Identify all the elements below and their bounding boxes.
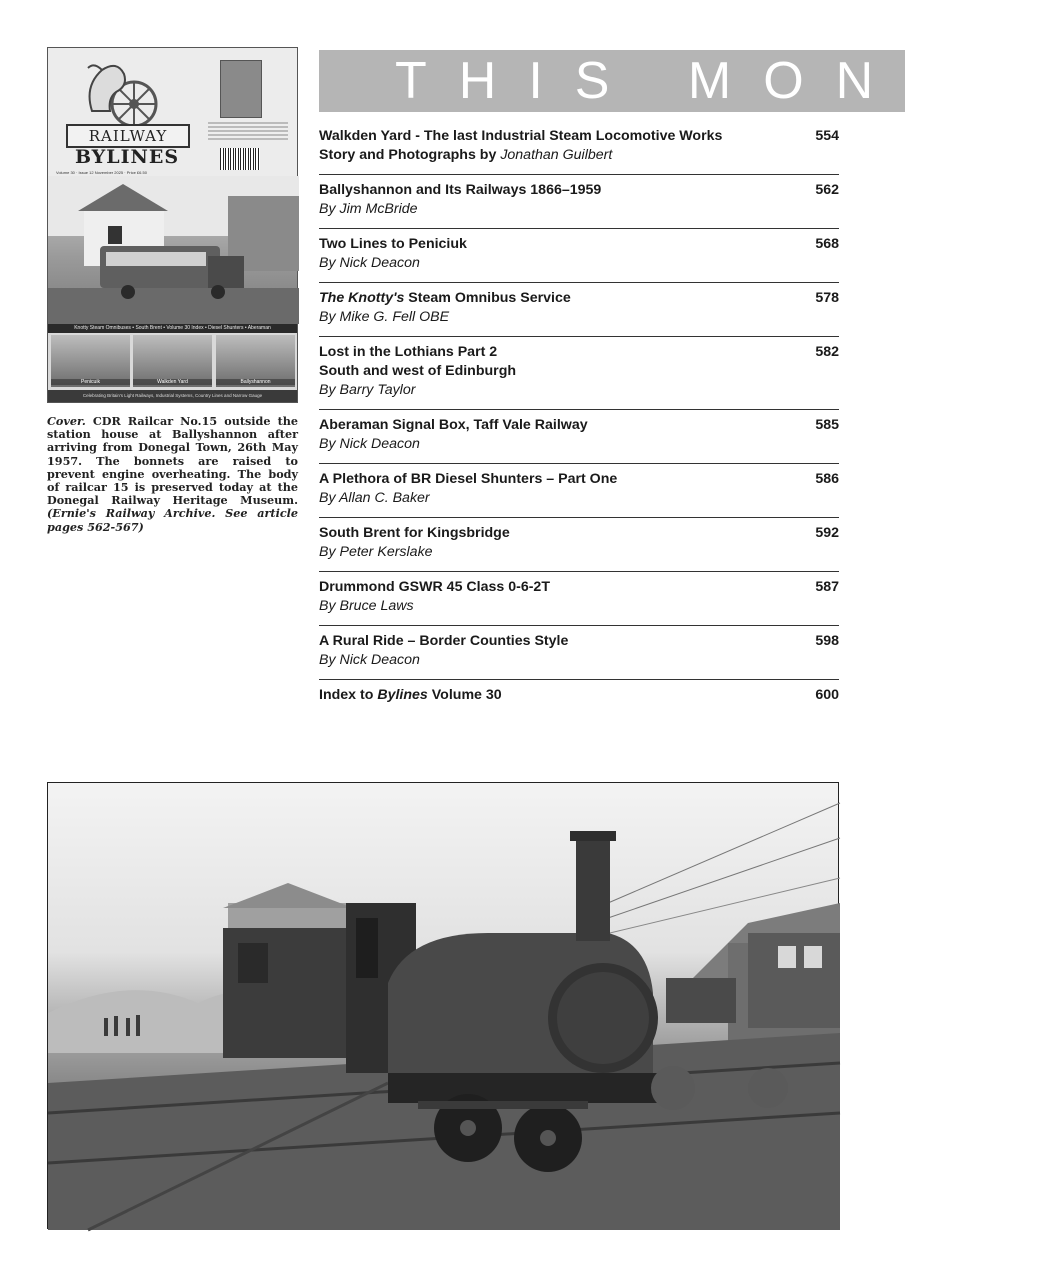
toc-entry[interactable] (319, 518, 839, 572)
cover-title-bottom: BYLINES (74, 146, 180, 168)
toc-entry[interactable] (319, 337, 839, 410)
toc-entry[interactable] (319, 626, 839, 680)
toc-entry-title: A Plethora of BR Diesel Shunters – Part One (319, 471, 618, 487)
toc-entry-title: Ballyshannon and Its Railways 1866–1959 (319, 182, 602, 198)
toc-entry-title: Lost in the Lothians Part 2 (319, 344, 498, 360)
toc-entry-byline: By Nick Deacon (319, 652, 420, 668)
toc-entry[interactable] (319, 572, 839, 626)
cover-title-top: RAILWAY (66, 124, 190, 148)
toc-title-emphasis: The Knotty's (319, 290, 405, 306)
toc-page-number: 568 (815, 236, 839, 252)
toc-entry-byline: By Jim McBride (319, 201, 418, 217)
toc-title-rest: Steam Omnibus Service (404, 290, 571, 306)
cover-thumb-label: Walkden Yard (133, 379, 212, 385)
toc-title-pre: Index to (319, 687, 378, 703)
toc-page-number: 585 (815, 417, 839, 433)
toc-entry[interactable] (319, 283, 839, 337)
toc-entry-byline: By Nick Deacon (319, 255, 420, 271)
toc-page-number: 600 (815, 687, 839, 703)
saddle-tank-locomotive-illustration (48, 783, 840, 1230)
header-band (319, 50, 1039, 112)
toc-entry-title: Drummond GSWR 45 Class 0-6-2T (319, 579, 550, 595)
toc-entry-subtitle: South and west of Edinburgh (319, 363, 517, 379)
cover-masthead (48, 48, 297, 176)
toc-entry-title: A Rural Ride – Border Counties Style (319, 633, 569, 649)
page-title: THIS MONTH (395, 52, 1039, 110)
cover-mini-magazine (220, 60, 262, 118)
toc-entry-byline (319, 146, 839, 165)
toc-entry[interactable] (319, 464, 839, 518)
cover-thumb (216, 335, 295, 387)
toc-entry-title (319, 686, 839, 705)
toc-entry[interactable] (319, 175, 839, 229)
toc-page-number: 578 (815, 290, 839, 306)
toc-entry-title (319, 289, 839, 308)
cover-strapline: Knotty Steam Omnibuses • South Brent • Volume 30 Index • Diesel Shunters • Aberaman (48, 324, 297, 333)
caption-credit: (Ernie's Railway Archive. See article pages 562-567) (47, 506, 298, 534)
toc-entry-title: Walkden Yard - The last Industrial Steam Locomotive Works (319, 128, 723, 144)
lion-emblem-icon (62, 56, 192, 126)
toc-page-number: 562 (815, 182, 839, 198)
toc-byline-prefix: Story and Photographs by (319, 147, 501, 163)
cover-issue-line: Volume 30 · Issue 12 November 2025 · Price £6.50 (56, 170, 147, 175)
toc-entry[interactable] (319, 121, 839, 175)
cover-thumb-label: Ballyshannon (216, 379, 295, 385)
cover-thumb (133, 335, 212, 387)
cover-main-photo (48, 176, 297, 324)
cover-promo-text (208, 122, 288, 140)
toc-entry-byline: By Mike G. Fell OBE (319, 309, 450, 325)
toc-entry-byline: By Peter Kerslake (319, 544, 433, 560)
toc-title-emphasis: Bylines (377, 687, 428, 703)
caption-body: CDR Railcar No.15 outside the station house at Ballyshannon after arriving from Donegal Town, 26th May 1957. The bonnets are raised to prevent engine overheating. The body of railcar 15 is preserved today at the Donegal Railway Heritage Museum. (47, 414, 298, 508)
toc-entry-title: South Brent for Kingsbridge (319, 525, 510, 541)
railcar-illustration (48, 176, 299, 324)
toc-entry[interactable] (319, 229, 839, 283)
toc-entry-title: Aberaman Signal Box, Taff Vale Railway (319, 417, 588, 433)
cover-tagline: Celebrating Britain's Light Railways, Industrial Systems, Country Lines and Narrow Gauge (48, 390, 297, 402)
toc-entry-byline: By Nick Deacon (319, 436, 420, 452)
toc-title-post: Volume 30 (427, 687, 502, 703)
toc-page-number: 592 (815, 525, 839, 541)
toc-page-number: 554 (815, 128, 839, 144)
toc-entry[interactable] (319, 410, 839, 464)
toc-entry-byline: By Allan C. Baker (319, 490, 430, 506)
cover-thumb (51, 335, 130, 387)
contents-list (319, 121, 839, 714)
toc-entry-byline: By Barry Taylor (319, 382, 416, 398)
toc-page-number: 598 (815, 633, 839, 649)
cover-caption (47, 415, 298, 534)
cover-thumb-label: Penicuik (51, 379, 130, 385)
toc-entry-byline: By Bruce Laws (319, 598, 414, 614)
cover-thumbnails (51, 335, 295, 387)
toc-entry-title: Two Lines to Peniciuk (319, 236, 467, 252)
barcode-icon (220, 148, 260, 170)
toc-byline-author: Jonathan Guilbert (500, 147, 613, 163)
cover-image (47, 47, 298, 403)
toc-entry[interactable] (319, 680, 839, 714)
caption-lead: Cover. (47, 414, 86, 428)
toc-page-number: 582 (815, 344, 839, 360)
locomotive-photo (47, 782, 839, 1229)
toc-page-number: 587 (815, 579, 839, 595)
toc-page-number: 586 (815, 471, 839, 487)
